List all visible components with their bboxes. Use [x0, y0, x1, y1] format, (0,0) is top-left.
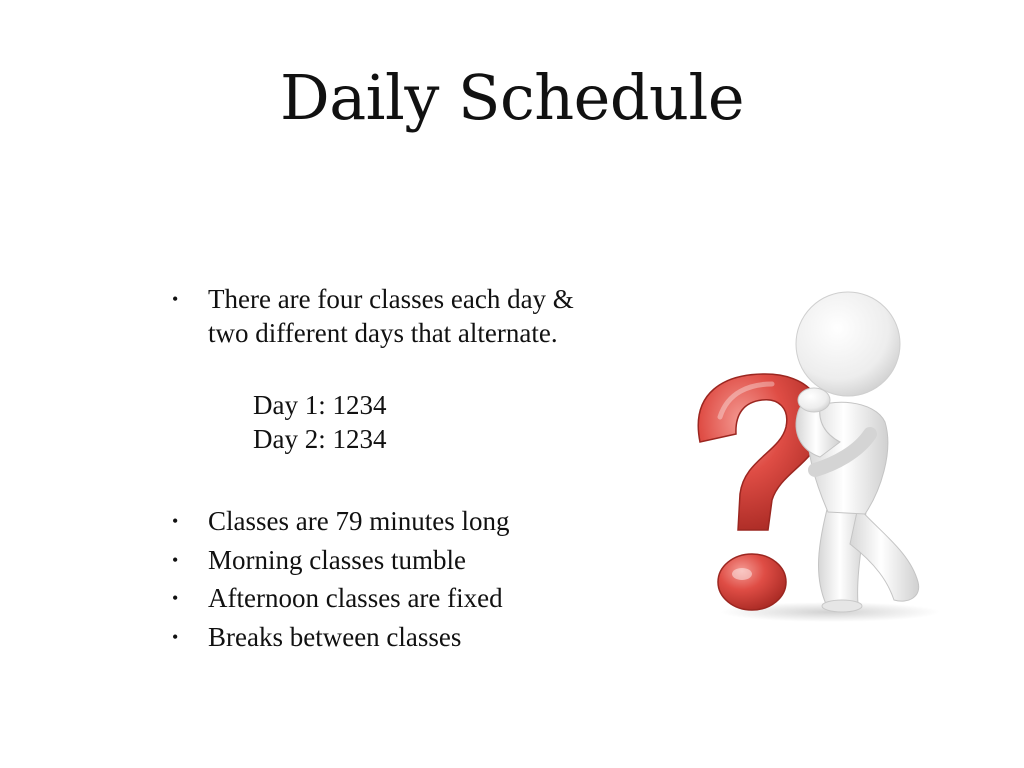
- intro-list: [170, 282, 610, 350]
- bullet-icon: •: [172, 289, 179, 309]
- bullet-icon: •: [172, 626, 179, 647]
- bullet-icon: •: [172, 549, 179, 570]
- bullet-icon: •: [172, 511, 179, 531]
- thinking-figure-with-question-mark-icon: [680, 282, 940, 632]
- bullet-text: Classes are 79 minutes long: [208, 506, 510, 536]
- list-item: [170, 579, 610, 618]
- list-item: [170, 502, 610, 541]
- day-line: Day 1: 1234: [253, 390, 387, 420]
- figure-icon: [796, 292, 919, 612]
- list-item: [170, 541, 610, 580]
- days-block: [253, 388, 610, 456]
- list-item: [170, 282, 610, 350]
- bullet-icon: •: [172, 588, 179, 608]
- bullet-text: Breaks between classes: [208, 621, 462, 652]
- day-line: Day 2: 1234: [253, 424, 387, 454]
- details-list: [170, 502, 610, 656]
- bullet-text: Morning classes tumble: [208, 544, 466, 575]
- list-item: [170, 618, 610, 657]
- bullet-text: Afternoon classes are fixed: [208, 583, 503, 613]
- slide-title: Daily Schedule: [279, 61, 745, 134]
- slide-content: [170, 282, 610, 656]
- intro-bullet-text: There are four classes each day & two different days that alternate.: [208, 284, 574, 348]
